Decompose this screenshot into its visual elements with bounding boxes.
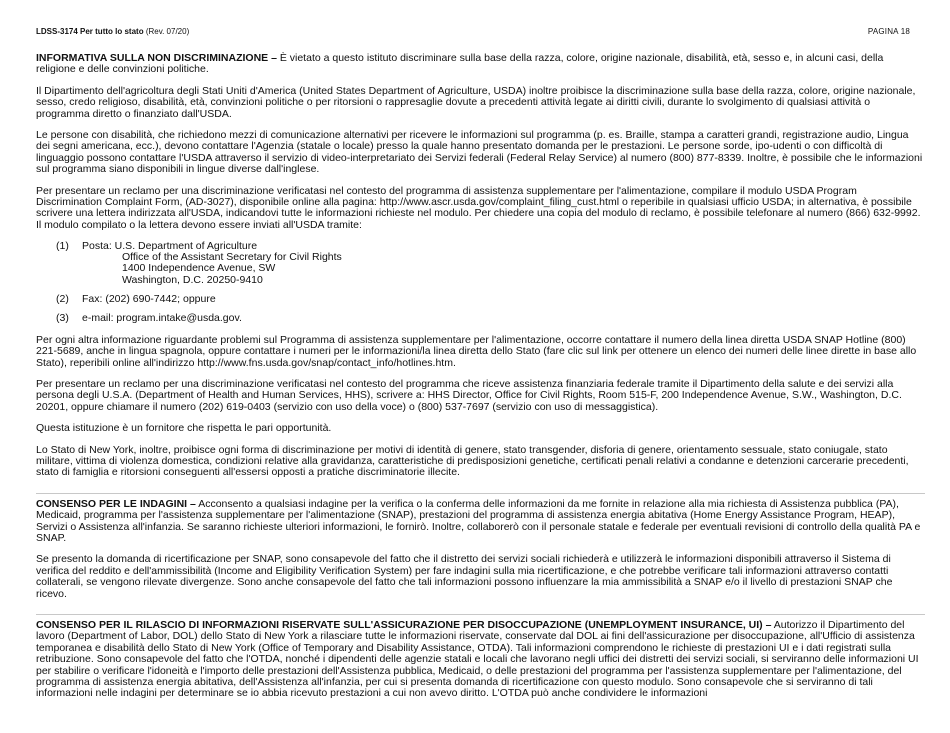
nondiscrimination-p2: Il Dipartimento dell'agricoltura degli Stati Uniti d'America (United States Department of Agriculture, USDA) inoltre proibisce la discriminazione sulla base della razza, colore, origine nazionale, sesso, credo religioso, disabilità, età, convinzioni politiche o per ritorsioni o rappresaglie dovute a precedenti attività legate ai diritti civili, durante lo svolgimento di qualsiasi attività o programma diretto o finanziato dall'USDA. <box>36 84 916 120</box>
nondiscrimination-p8: Lo Stato di New York, inoltre, proibisce ogni forma di discriminazione per motivi di identità di genere, stato transgender, disforia di genere, orientamento sessuale, stato coniugale, stato militare, vittima di violenza domestica, condizioni relative alla gravidanza, caratteristiche di predisposizioni genetiche, certificati penali relativi a condanne e detenzioni carcerarie precedenti, stato di famiglia e ritorsioni conseguenti all'essersi opposti a pratiche discriminatorie illecite. <box>36 443 909 479</box>
address-line-2: 1400 Independence Avenue, SW <box>122 262 276 275</box>
nondiscrimination-p3: Le persone con disabilità, che richiedono mezzi di comunicazione alternativi per ricevere le informazioni sul programma (p. es. Braille, stampa a caratteri grandi, registrazione audio, Lingua dei segni americana, ecc.), devono contattare l'Agenzia (statale o locale) presso la quale hanno presentato domanda per le prestazioni. Le persone sorde, ipo-udenti o con difficoltà di linguaggio possono contattare l'USDA attraverso il servizio di video-interpretariato dei Servizi federali (Federal Relay Service) al numero (800) 877-8339. Inoltre, è possibile che le informazioni sul programma siano disponibili in lingue diverse dall'inglese. <box>36 129 923 176</box>
list-number-1: (1) <box>56 240 69 253</box>
document-body <box>36 53 925 710</box>
nondiscrimination-p6: Per presentare un reclamo per una discriminazione verificatasi nel contesto del programma che riceve assistenza finanziaria federale tramite il Dipartimento della salute e dei servizi alla persona degli U.S.A. (Department of Health and Human Services, HHS), scrivere a: HHS Director, Office for Civil Rights, Room 515-F, 200 Independence Avenue, S.W., Washington, D.C. 20201, oppure chiamare il numero (202) 619-0403 (servizio con uso della voce) o (800) 537-7697 (servizio con uso di messaggistica). <box>36 377 902 413</box>
section-divider-1 <box>36 493 925 494</box>
list-number-2: (2) <box>56 292 69 305</box>
nondiscrimination-intro <box>36 53 925 76</box>
consent-ui-p1: Autorizzo il Dipartimento del lavoro (Department of Labor, DOL) dello Stato di New York a rilasciare tutte le informazioni riservate, conservate dal DOL ai fini dell'assicurazione per disoccupazione, all'Ufficio di assistenza temporanea e disabilità dello Stato di New York (Office of Temporary and Disability Assistance, OTDA). Tali informazioni comprendono le richieste di prestazioni UI e i dati registrati sulla retribuzione. Sono consapevole del fatto che l'OTDA, nonché i dipendenti delle agenzie statali e locali che lavorano negli uffici dei distretti dei servizi sociali, si serviranno delle informazioni UI per stabilire o verificare l'idoneità e l'importo delle prestazioni dell'Assistenza pubblica, Medicaid, o delle prestazioni del programma per l'assistenza supplementare per l'alimentazione, del programma di assistenza energia abitativa, dell'Assistenza all'infanzia, per cui si presenta domanda di ricertificazione con questo modulo. Sono consapevole che si serviranno di tali informazioni nelle indagini per determinare se io abbia ricevuto prestazioni a cui non avevo diritto. L'OTDA può anche condividere le informazioni <box>36 619 919 700</box>
form-id: LDSS-3174 Per tutto lo stato <box>36 27 144 36</box>
form-revision: (Rev. 07/20) <box>145 27 190 36</box>
form-header <box>36 27 189 36</box>
consent-investigations-p1: Acconsento a qualsiasi indagine per la verifica o la conferma delle informazioni da me fornite in relazione alla mia richiesta di Assistenza pubblica (PA), Medicaid, programma per l'assistenza supplementare per l'alimentazione (SNAP), prestazioni del programma di assistenza energia abitativa (Home Energy Assistance Program, HEAP), Servizi o Assistenza all'infanzia. Se saranno richieste ulteriori informazioni, le fornirò. Inoltre, collaborerò con il personale statale e federale per eventuali revisioni di controllo della qualità PA e SNAP. <box>36 497 921 544</box>
list-number-3: (3) <box>56 312 69 325</box>
nondiscrimination-p4: Per presentare un reclamo per una discriminazione verificatasi nel contesto del programma di assistenza supplementare per l'alimentazione, compilare il modulo USDA Program Discrimination Complaint Form, (AD-3027), disponibile online alla pagina: http://www.ascr.usda.gov/complaint_filing_cust.html o reperibile in qualsiasi ufficio USDA; in alternativa, è possibile scrivere una lettera indirizzata all'USDA, indicandovi tutte le informazioni richieste nel modulo. Per chiedere una copia del modulo di reclamo, è possibile telefonare al numero (866) 632-9992. Il modulo compilato o la lettera devono essere inviati all'USDA tramite: <box>36 184 921 231</box>
section-divider-2 <box>36 614 925 615</box>
nondiscrimination-p7: Questa istituzione è un fornitore che rispetta le pari opportunità. <box>36 422 332 435</box>
consent-investigations-intro <box>36 499 925 545</box>
consent-investigations-title: CONSENSO PER LE INDAGINI – <box>36 497 196 510</box>
postal-address <box>36 252 925 286</box>
page-number: PAGINA 18 <box>867 27 910 36</box>
consent-ui-title: CONSENSO PER IL RILASCIO DI INFORMAZIONI RISERVATE SULL'ASSICURAZIONE PER DISOCCUPAZIONE (UNEMPLOYMENT INSURANCE, UI) – <box>36 619 772 632</box>
email-line: e-mail: program.intake@usda.gov. <box>82 312 242 325</box>
consent-ui-intro <box>36 620 925 700</box>
postal-line: Posta: U.S. Department of Agriculture <box>82 240 258 253</box>
consent-investigations-p2: Se presento la domanda di ricertificazione per SNAP, sono consapevole del fatto che il distretto dei servizi sociali richiederà e utilizzerà le informazioni disponibili attraverso il Sistema di verifica del reddito e dell'ammissibilità (Income and Eligibility Verification System) per fare indagini sulla mia ricertificazione, e che potrebbe verificare tali informazioni attraverso contatti collaterali, se vengono rilevate divergenze. Sono anche consapevole del fatto che tali informazioni possono influenzare la mia ammissibilità a SNAP e/o il livello di prestazioni SNAP che ricevo. <box>36 553 893 600</box>
fax-line: Fax: (202) 690-7442; oppure <box>82 292 216 305</box>
address-line-3: Washington, D.C. 20250-9410 <box>122 273 263 286</box>
nondiscrimination-p1: È vietato a questo istituto discriminare sulla base della razza, colore, origine nazionale, disabilità, età, sesso e, in alcuni casi, della religione e delle convinzioni politiche. <box>36 52 884 76</box>
list-item-fax <box>36 294 925 305</box>
list-item-email <box>36 313 925 324</box>
nondiscrimination-title: INFORMATIVA SULLA NON DISCRIMINAZIONE – <box>36 52 277 64</box>
address-line-1: Office of the Assistant Secretary for Civil Rights <box>122 250 342 263</box>
nondiscrimination-p5: Per ogni altra informazione riguardante problemi sul Programma di assistenza supplementare per l'alimentazione, occorre contattare il numero della linea diretta USDA SNAP Hotline (800) 221-5689, anche in lingua spagnola, oppure contattare i numeri per le informazioni/la linea diretta dello Stato (fare clic sul link per ottenere un elenco dei numeri delle linee dirette in base allo Stato), reperibili online all'indirizzo http://www.fns.usda.gov/snap/contact_info/hotlines.htm. <box>36 333 917 369</box>
